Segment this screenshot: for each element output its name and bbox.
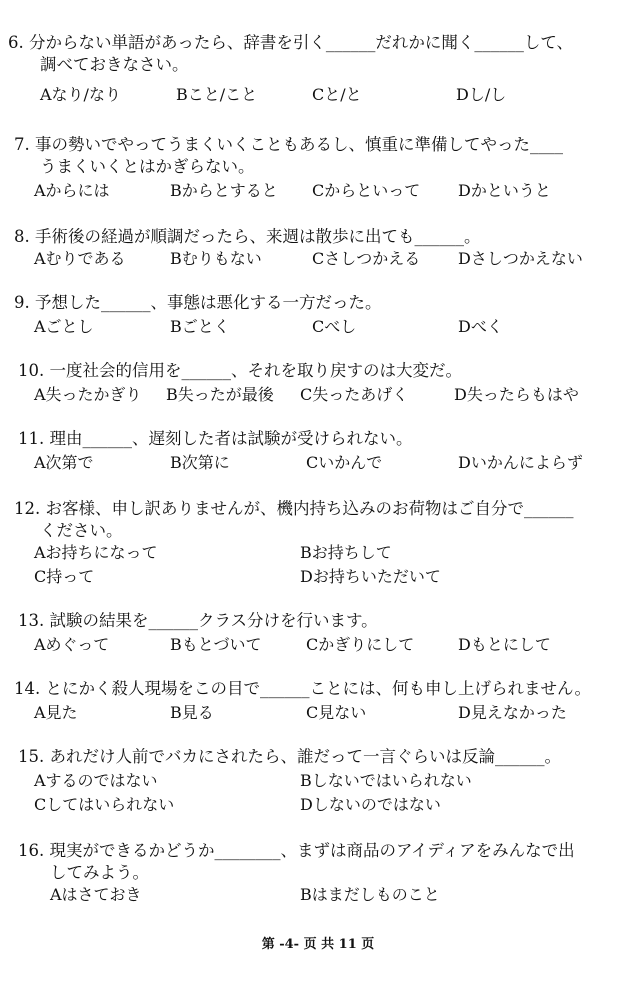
- question-text: 13. 試験の結果を______クラス分けを行います。: [18, 611, 378, 630]
- option-c: Cべし: [312, 317, 357, 336]
- option-b: Bからとすると: [170, 181, 278, 200]
- option-a: Aお持ちになって: [34, 543, 158, 562]
- option-b: B次第に: [170, 453, 230, 472]
- option-b: Bお持ちして: [300, 543, 392, 562]
- option-c: C見ない: [306, 703, 367, 722]
- page-footer: 第 -4- 页 共 11 页: [261, 937, 375, 952]
- question-text: 14. とにかく殺人現場をこの目で______ことには、何も申し上げられません。: [14, 679, 591, 698]
- option-b: Bごとく: [170, 317, 230, 336]
- option-a: Aするのではない: [34, 771, 158, 790]
- question-text: 11. 理由______、遅刻した者は試験が受けられない。: [18, 429, 413, 448]
- option-a: A失ったかぎり: [34, 385, 142, 404]
- option-b: Bむりもない: [170, 249, 262, 268]
- option-a: Aむりである: [34, 249, 126, 268]
- question-text: 7. 事の勢いでやってうまくいくこともあるし、慎重に準備してやった____: [14, 135, 563, 154]
- option-d: Dべく: [458, 317, 503, 336]
- option-c: Cいかんで: [306, 453, 383, 472]
- option-a: Aごとし: [34, 317, 94, 336]
- option-c: Cしてはいられない: [34, 795, 175, 814]
- option-d: D失ったらもはや: [454, 385, 579, 404]
- option-a: Aはさておき: [50, 885, 142, 904]
- option-a: A次第で: [34, 453, 94, 472]
- question-text: 6. 分からない単語があったら、辞書を引く______だれかに聞く______して、: [8, 33, 573, 52]
- option-c: C持って: [34, 567, 95, 586]
- option-c: C失ったあげく: [300, 385, 409, 404]
- question-text-cont: 調べておきなさい。: [40, 55, 189, 74]
- option-d: Dもとにして: [458, 635, 551, 654]
- option-b: Bはまだしものこと: [300, 885, 440, 904]
- option-d: Dし/し: [456, 85, 507, 104]
- option-a: A見た: [34, 703, 78, 722]
- option-c: Cさしつかえる: [312, 249, 421, 268]
- option-a: Aなり/なり: [40, 85, 121, 104]
- option-c: Cと/と: [312, 85, 362, 104]
- question-text-cont: ください。: [40, 521, 123, 540]
- option-b: Bもとづいて: [170, 635, 262, 654]
- option-b: B見る: [170, 703, 214, 722]
- question-text: 12. お客様、申し訳ありませんが、機内持ち込みのお荷物はご自分で______: [14, 499, 574, 518]
- option-c: Cかぎりにして: [306, 635, 415, 654]
- option-a: Aからには: [34, 181, 110, 200]
- question-text: 8. 手術後の経過が順調だったら、来週は散歩に出ても______。: [14, 227, 481, 246]
- option-d: D見えなかった: [458, 703, 567, 722]
- option-d: Dしないのではない: [300, 795, 441, 814]
- question-text: 10. 一度社会的信用を______、それを取り戻すのは大変だ。: [18, 361, 462, 380]
- question-text-cont: してみよう。: [50, 863, 149, 882]
- option-c: Cからといって: [312, 181, 421, 200]
- option-d: Dお持ちいただいて: [300, 567, 441, 586]
- question-text: 9. 予想した______、事態は悪化する一方だった。: [14, 293, 382, 312]
- question-text: 15. あれだけ人前でバカにされたら、誰だって一言ぐらいは反論______。: [18, 747, 561, 766]
- question-text-cont: うまくいくとはかぎらない。: [40, 157, 255, 176]
- option-d: Dかというと: [458, 181, 551, 200]
- question-text: 16. 現実ができるかどうか________、まずは商品のアイディアをみんなで出: [18, 841, 575, 860]
- option-d: Dいかんによらず: [458, 453, 583, 472]
- option-b: Bしないではいられない: [300, 771, 472, 790]
- option-d: Dさしつかえない: [458, 249, 583, 268]
- option-b: B失ったが最後: [166, 385, 274, 404]
- option-a: Aめぐって: [34, 635, 110, 654]
- option-b: Bこと/こと: [176, 85, 258, 104]
